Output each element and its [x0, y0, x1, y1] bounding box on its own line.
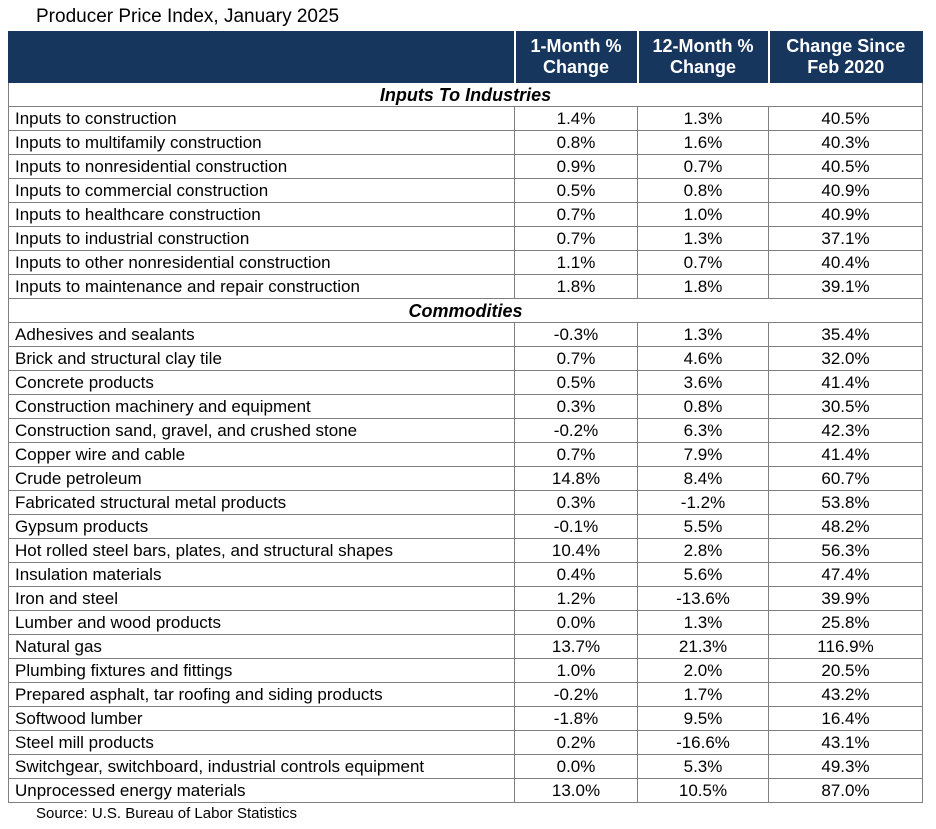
row-label: Copper wire and cable	[9, 443, 515, 467]
cell-value: -0.3%	[515, 323, 638, 347]
column-header-12-month: 12-Month % Change	[638, 32, 769, 83]
cell-value: 1.3%	[638, 323, 769, 347]
row-label: Natural gas	[9, 635, 515, 659]
row-label: Construction machinery and equipment	[9, 395, 515, 419]
section-header: Inputs To Industries	[9, 83, 923, 107]
table-row	[9, 731, 923, 755]
cell-value: 42.3%	[769, 419, 923, 443]
table-row	[9, 707, 923, 731]
cell-value: 13.0%	[515, 779, 638, 803]
cell-value: 35.4%	[769, 323, 923, 347]
table-row	[9, 539, 923, 563]
cell-value: 4.6%	[638, 347, 769, 371]
cell-value: 37.1%	[769, 227, 923, 251]
cell-value: 40.5%	[769, 107, 923, 131]
row-label: Insulation materials	[9, 563, 515, 587]
cell-value: 32.0%	[769, 347, 923, 371]
row-label: Gypsum products	[9, 515, 515, 539]
row-label: Inputs to other nonresidential construction	[9, 251, 515, 275]
page-title: Producer Price Index, January 2025	[36, 6, 340, 27]
row-label: Hot rolled steel bars, plates, and structural shapes	[9, 539, 515, 563]
cell-value: 60.7%	[769, 467, 923, 491]
cell-value: 9.5%	[638, 707, 769, 731]
row-label: Steel mill products	[9, 731, 515, 755]
cell-value: 0.3%	[515, 395, 638, 419]
cell-value: 1.3%	[638, 611, 769, 635]
cell-value: 43.2%	[769, 683, 923, 707]
cell-value: 2.8%	[638, 539, 769, 563]
table-row	[9, 179, 923, 203]
cell-value: 1.2%	[515, 587, 638, 611]
column-header-blank	[9, 32, 515, 83]
cell-value: -0.2%	[515, 683, 638, 707]
table-row	[9, 611, 923, 635]
table-body	[9, 83, 923, 803]
cell-value: 10.4%	[515, 539, 638, 563]
cell-value: 48.2%	[769, 515, 923, 539]
row-label: Construction sand, gravel, and crushed stone	[9, 419, 515, 443]
row-label: Lumber and wood products	[9, 611, 515, 635]
cell-value: 40.9%	[769, 179, 923, 203]
cell-value: 1.3%	[638, 107, 769, 131]
row-label: Prepared asphalt, tar roofing and siding products	[9, 683, 515, 707]
cell-value: 7.9%	[638, 443, 769, 467]
table-row	[9, 323, 923, 347]
row-label: Fabricated structural metal products	[9, 491, 515, 515]
cell-value: 49.3%	[769, 755, 923, 779]
cell-value: 13.7%	[515, 635, 638, 659]
row-label: Plumbing fixtures and fittings	[9, 659, 515, 683]
cell-value: 116.9%	[769, 635, 923, 659]
table-row	[9, 635, 923, 659]
cell-value: 0.8%	[638, 395, 769, 419]
cell-value: 53.8%	[769, 491, 923, 515]
cell-value: 1.8%	[638, 275, 769, 299]
section-row	[9, 299, 923, 323]
table-row	[9, 347, 923, 371]
cell-value: 8.4%	[638, 467, 769, 491]
cell-value: 1.8%	[515, 275, 638, 299]
cell-value: 41.4%	[769, 371, 923, 395]
cell-value: -0.2%	[515, 419, 638, 443]
table-row	[9, 227, 923, 251]
cell-value: 5.5%	[638, 515, 769, 539]
cell-value: 0.0%	[515, 611, 638, 635]
cell-value: 5.6%	[638, 563, 769, 587]
row-label: Concrete products	[9, 371, 515, 395]
cell-value: 0.8%	[638, 179, 769, 203]
row-label: Inputs to multifamily construction	[9, 131, 515, 155]
cell-value: 6.3%	[638, 419, 769, 443]
ppi-table	[8, 31, 923, 803]
table-row	[9, 155, 923, 179]
table-row	[9, 203, 923, 227]
cell-value: 0.4%	[515, 563, 638, 587]
cell-value: -13.6%	[638, 587, 769, 611]
row-label: Crude petroleum	[9, 467, 515, 491]
cell-value: 0.7%	[638, 155, 769, 179]
cell-value: 0.9%	[515, 155, 638, 179]
table-row	[9, 779, 923, 803]
row-label: Inputs to maintenance and repair construction	[9, 275, 515, 299]
cell-value: 1.6%	[638, 131, 769, 155]
cell-value: 1.4%	[515, 107, 638, 131]
cell-value: 0.7%	[515, 227, 638, 251]
cell-value: 1.0%	[638, 203, 769, 227]
table-row	[9, 491, 923, 515]
cell-value: 0.7%	[515, 203, 638, 227]
row-label: Adhesives and sealants	[9, 323, 515, 347]
cell-value: 0.3%	[515, 491, 638, 515]
cell-value: 3.6%	[638, 371, 769, 395]
cell-value: 20.5%	[769, 659, 923, 683]
cell-value: -0.1%	[515, 515, 638, 539]
cell-value: 1.3%	[638, 227, 769, 251]
cell-value: 5.3%	[638, 755, 769, 779]
table-row	[9, 515, 923, 539]
table-row	[9, 419, 923, 443]
table-row	[9, 467, 923, 491]
cell-value: 43.1%	[769, 731, 923, 755]
cell-value: 2.0%	[638, 659, 769, 683]
cell-value: 10.5%	[638, 779, 769, 803]
row-label: Inputs to nonresidential construction	[9, 155, 515, 179]
section-header: Commodities	[9, 299, 923, 323]
cell-value: 30.5%	[769, 395, 923, 419]
row-label: Inputs to healthcare construction	[9, 203, 515, 227]
table-row	[9, 587, 923, 611]
table-row	[9, 683, 923, 707]
table-row	[9, 443, 923, 467]
table-header-row	[9, 32, 923, 83]
table-row	[9, 755, 923, 779]
cell-value: -1.8%	[515, 707, 638, 731]
cell-value: 1.0%	[515, 659, 638, 683]
table-row	[9, 395, 923, 419]
cell-value: 40.9%	[769, 203, 923, 227]
row-label: Softwood lumber	[9, 707, 515, 731]
column-header-1-month: 1-Month % Change	[515, 32, 638, 83]
section-row	[9, 83, 923, 107]
cell-value: -1.2%	[638, 491, 769, 515]
cell-value: -16.6%	[638, 731, 769, 755]
cell-value: 1.7%	[638, 683, 769, 707]
cell-value: 56.3%	[769, 539, 923, 563]
cell-value: 16.4%	[769, 707, 923, 731]
column-header-change-since-feb-2020: Change Since Feb 2020	[769, 32, 923, 83]
cell-value: 47.4%	[769, 563, 923, 587]
row-label: Switchgear, switchboard, industrial controls equipment	[9, 755, 515, 779]
cell-value: 39.9%	[769, 587, 923, 611]
row-label: Unprocessed energy materials	[9, 779, 515, 803]
cell-value: 0.0%	[515, 755, 638, 779]
source-note: Source: U.S. Bureau of Labor Statistics	[36, 805, 297, 823]
table-row	[9, 131, 923, 155]
cell-value: 40.5%	[769, 155, 923, 179]
cell-value: 0.8%	[515, 131, 638, 155]
table-row	[9, 107, 923, 131]
table-row	[9, 563, 923, 587]
cell-value: 21.3%	[638, 635, 769, 659]
table-row	[9, 371, 923, 395]
cell-value: 0.2%	[515, 731, 638, 755]
cell-value: 14.8%	[515, 467, 638, 491]
cell-value: 0.5%	[515, 179, 638, 203]
cell-value: 40.3%	[769, 131, 923, 155]
cell-value: 0.7%	[515, 443, 638, 467]
row-label: Inputs to commercial construction	[9, 179, 515, 203]
cell-value: 41.4%	[769, 443, 923, 467]
table-row	[9, 659, 923, 683]
row-label: Inputs to industrial construction	[9, 227, 515, 251]
row-label: Brick and structural clay tile	[9, 347, 515, 371]
row-label: Iron and steel	[9, 587, 515, 611]
cell-value: 87.0%	[769, 779, 923, 803]
cell-value: 25.8%	[769, 611, 923, 635]
cell-value: 1.1%	[515, 251, 638, 275]
table-row	[9, 275, 923, 299]
cell-value: 39.1%	[769, 275, 923, 299]
cell-value: 0.7%	[515, 347, 638, 371]
cell-value: 0.7%	[638, 251, 769, 275]
table-row	[9, 251, 923, 275]
cell-value: 40.4%	[769, 251, 923, 275]
cell-value: 0.5%	[515, 371, 638, 395]
row-label: Inputs to construction	[9, 107, 515, 131]
